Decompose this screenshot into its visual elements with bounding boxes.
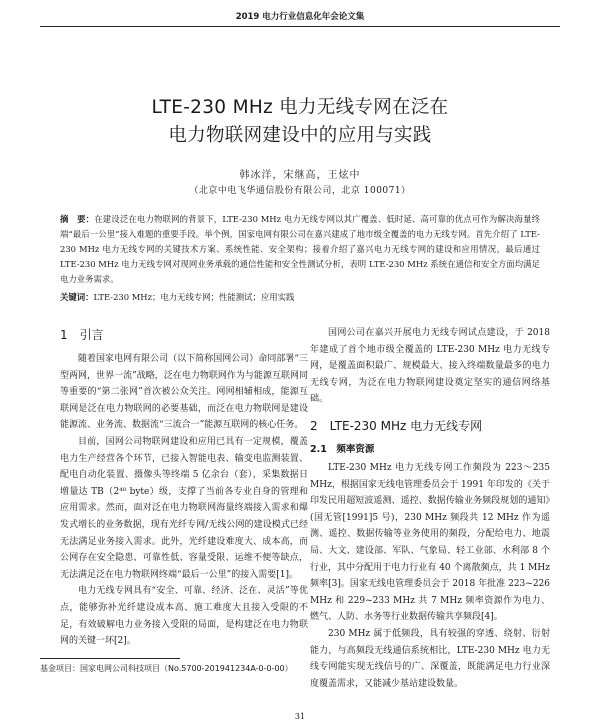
paragraph: 目前，国网公司物联网建设和应用已具有一定规模，覆盖电力生产经营各个环节，已接入智能电表、输变电监测装置、配电自动化装置、摄像头等终端 5 亿余台（套），采集数据日增量达 TB（2⁴⁰ byte）级，支撑了当前各专业自身的管理和应用需求。然而，面对泛在电力物联网海量终端接入需求和爆发式增长的业务数据，现有光纤专网/无线公网的建设模式已经无法满足业务接入需求。此外，光纤建设难度大、成本高，而公网存在安全隐患、可靠性低、容量受限、运维不便等缺点，无法满足泛在电力物联网终端“最后一公里”的接入需要[1]。 <box>60 436 308 580</box>
paragraph: 230 MHz 属于低频段，具有较强的穿透、绕射、衍射能力，与高频段无线通信系统相比，LTE-230 MHz 电力无线专网能实现无线信号的广、深覆盖，既能满足电力行业深度覆盖需求，又能减少基站建设数量。 <box>310 628 550 689</box>
keywords-label: 关键词： <box>60 292 94 302</box>
right-column <box>310 325 550 692</box>
section-heading-lte: 2 LTE-230 MHz 电力无线专网 <box>310 418 483 433</box>
affiliation: （北京中电飞华通信股份有限公司，北京 100071） <box>189 186 411 196</box>
funding-footnote: 基金项目：国家电网公司科技项目（No.5700-201941234A-0-0-00） <box>40 664 293 673</box>
paragraph: 随着国家电网有限公司（以下简称国网公司）命同部署“三型两网，世界一流”战略，泛在电力物联网作为与能源互联网同等重要的“第二张网”首次被公众关注。网网相辅相成，能源互联网是泛在电力物联网的必要基础，而泛在电力物联网是建设能源流、业务流、数据流“三流合一”能源互联网的核心任务。 <box>60 354 308 431</box>
page-number: 31 <box>294 712 306 721</box>
paragraph: 电力无线专网具有“安全、可靠、经济、泛在、灵活”等优点，能够弥补光纤建设成本高、施工难度大且接入受限的不足，有效破解电力业务接入受限的局面，是构建泛在电力物联网的关键一环[2]。 <box>60 586 308 647</box>
paper-title-line-1: LTE-230 MHz 电力无线专网在泛在 <box>151 97 449 118</box>
abstract <box>60 212 540 287</box>
subsection-heading-frequency: 2.1 频率资源 <box>310 443 375 455</box>
authors: 韩冰洋，宋继高，王炫中 <box>239 170 361 181</box>
abstract-text: 在建设泛在电力物联网的背景下，LTE-230 MHz 电力无线专网以其广覆盖、低时延、高可靠的优点可作为解决海量终端“最后一公里”接入难题的重要手段。举个例，国家电网有限公司在嘉兴建成了地市级全覆盖的电力无线专网。首先介绍了 LTE-230 MHz 电力无线专网的关键技术方案、系统性能、安全架构；接着介绍了嘉兴电力无线专网的建设和应用情况，最后通过 LTE-230 MHz 电力无线专网对现网业务承载的通信性能和安全性测试分析，表明 LTE-230 MHz 系统在通信和安全方面均满足电力业务需求。 <box>60 214 540 284</box>
abstract-label: 摘 要： <box>60 214 95 224</box>
section-heading-intro: 1 引言 <box>60 328 104 342</box>
paragraph: LTE-230 MHz 电力无线专网工作频段为 223～235 MHz，根据国家无线电管理委员会于 1991 年印发的《关于印发民用超短波遥测、遥控、数据传输业务频段规划的通知》(国无管[1991]5 号)，230 MHz 频段共 12 MHz 作为遥测、遥控、数据传输等业务使用的频段，分配给电力、地震局、大文、建设部、军队、气象局、轻工业部、水利部 8 个行业，其中分配用于电力行业有 40 个离散频点，共 1 MHz 频率[3]。国家无线电管理委员会于 2018 年批准 223~226 MHz 和 229~233 MHz 共 7 MHz 频率资源作为电力、燃气、人防、水务等行业数据传输共享频段[4]。 <box>310 462 550 623</box>
paper-title-line-2: 电力物联网建设中的应用与实践 <box>168 125 432 146</box>
running-head: 2019 电力行业信息化年会论文集 <box>235 12 365 22</box>
header-rule <box>40 26 560 27</box>
keywords <box>60 291 540 303</box>
left-column <box>60 325 308 650</box>
keywords-text: LTE-230 MHz；电力无线专网；性能测试；应用实践 <box>93 292 295 302</box>
footnote-rule <box>40 658 180 659</box>
paragraph: 国网公司在嘉兴开展电力无线专网试点建设，于 2018 年建成了首个地市级全覆盖的 LTE-230 MHz 电力无线专网，是覆盖面积最广、规模最大、接入终端数量最多的电力无线专网，为泛在电力物联网建设奠定坚实的通信网络基础。 <box>310 328 550 405</box>
